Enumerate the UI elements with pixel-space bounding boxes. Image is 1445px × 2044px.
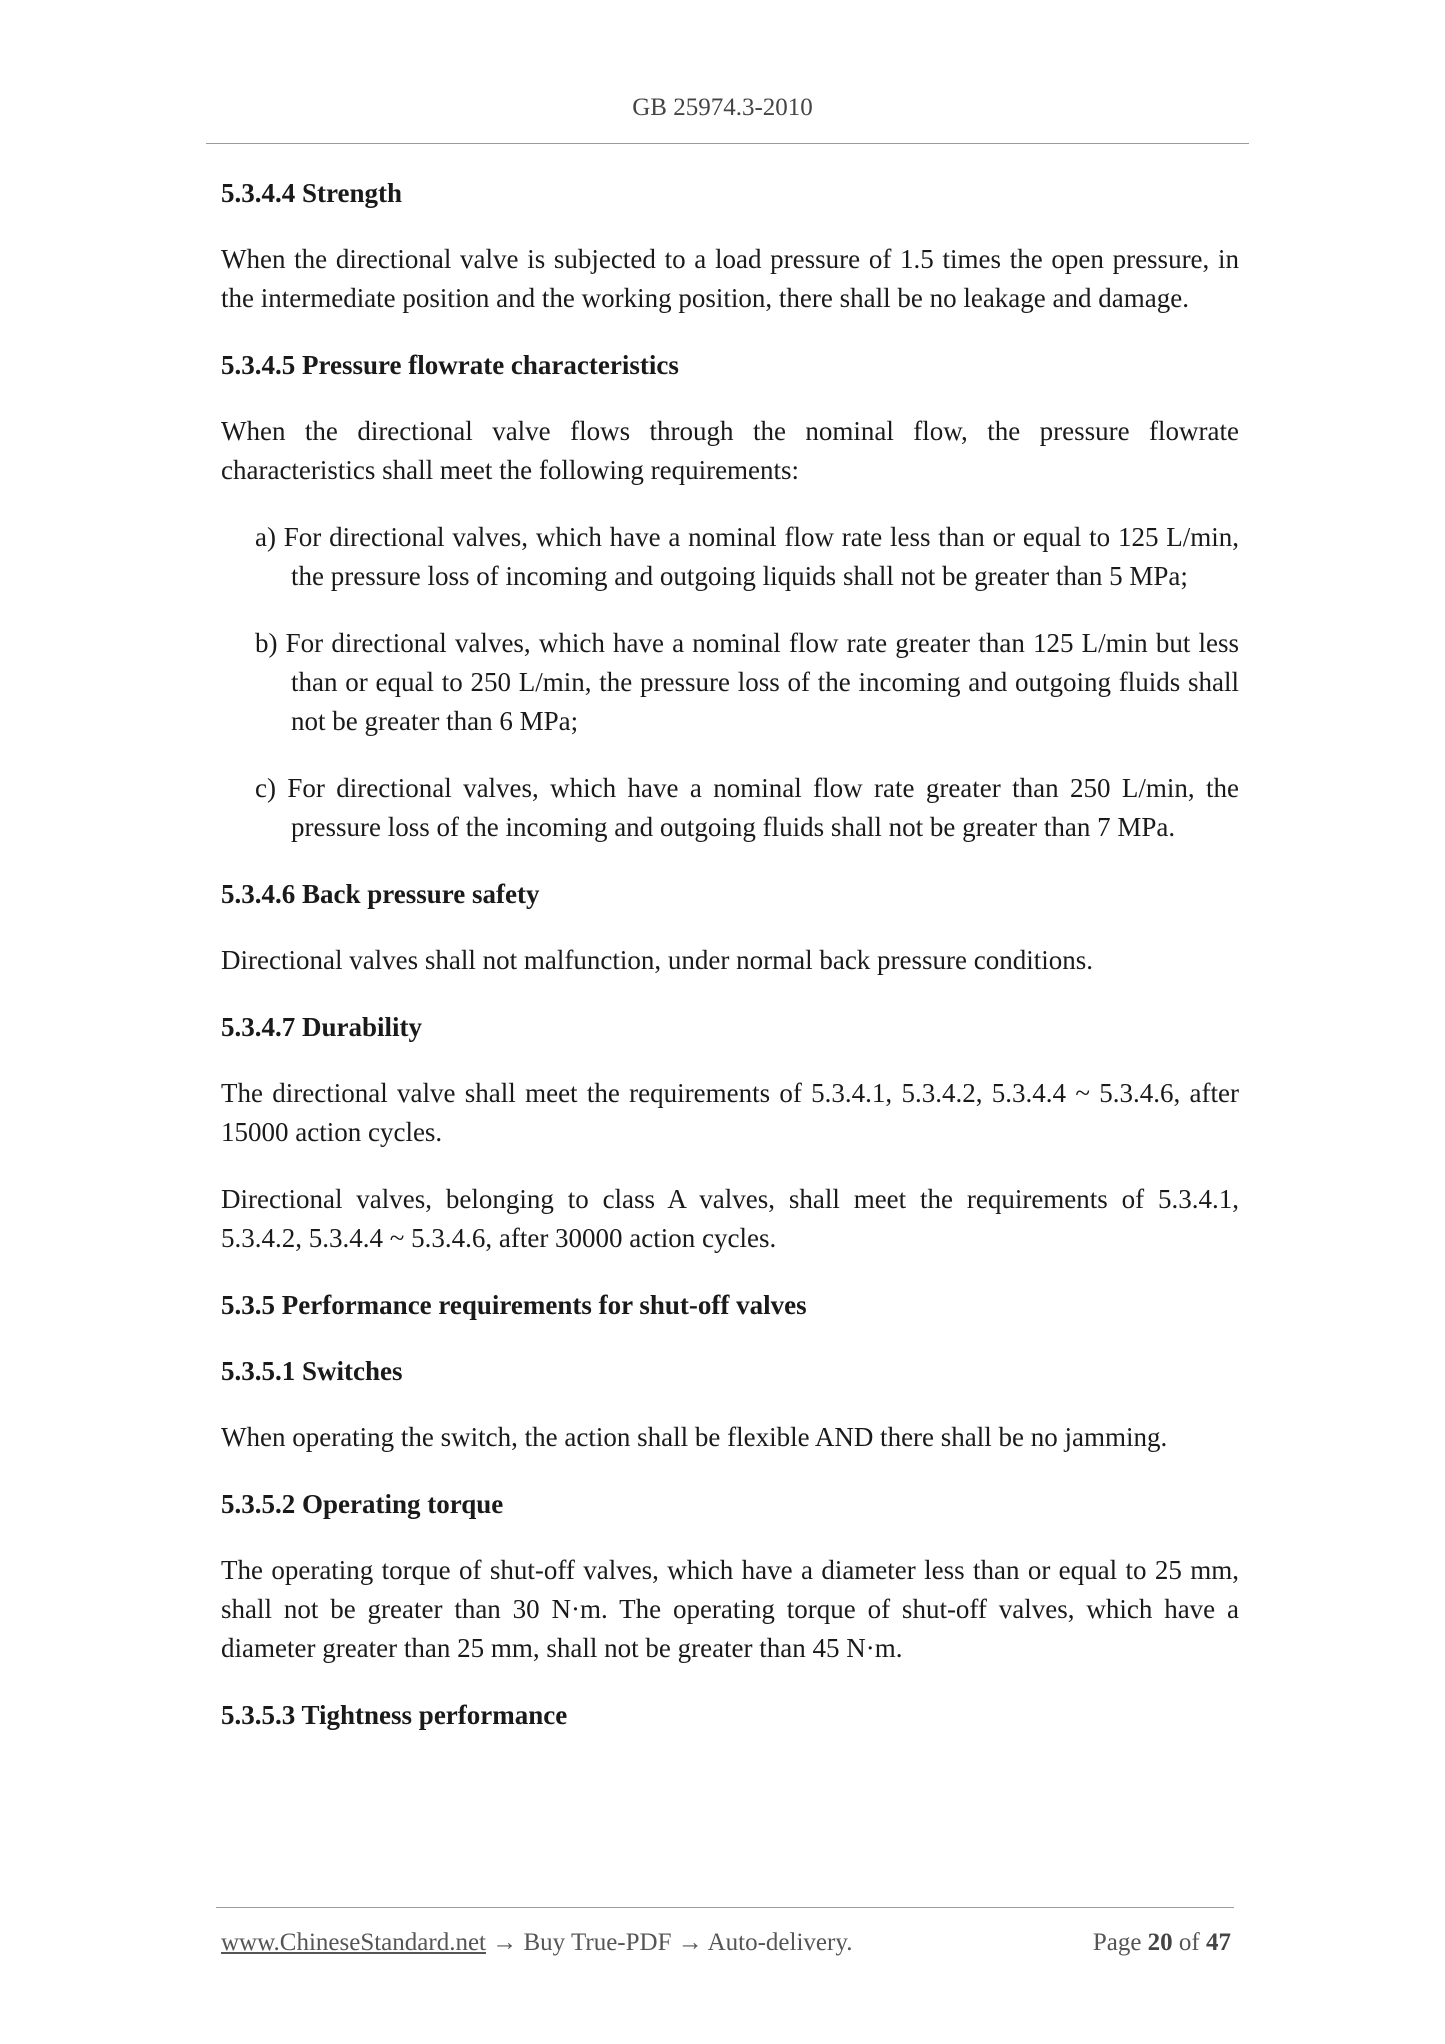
page-label: Page [1092, 1929, 1142, 1956]
section-heading: 5.3.5 Performance requirements for shut-off valves [221, 1290, 807, 1320]
of-label: of [1178, 1929, 1200, 1956]
page-number: 20 [1147, 1929, 1173, 1956]
document-footer [221, 1929, 1231, 1957]
section-heading: 5.3.4.4 Strength [221, 178, 403, 208]
website-link[interactable]: www.ChineseStandard.net [221, 1929, 486, 1956]
section-heading: 5.3.4.7 Durability [221, 1012, 423, 1042]
paragraph: When operating the switch, the action shall be flexible AND there shall be no jamming. [221, 1422, 1168, 1452]
paragraph: When the directional valve flows through the nominal flow, the pressure flowrate characteristics shall meet the following requirements: [221, 416, 1239, 485]
paragraph: The directional valve shall meet the requirements of 5.3.4.1, 5.3.4.2, 5.3.4.4 ~ 5.3.4.6, after 15000 action cycles. [221, 1078, 1239, 1147]
paragraph: The operating torque of shut-off valves, which have a diameter less than or equal to 25 mm, shall not be greater than 30 N·m. The operating torque of shut-off valves, which have a diameter greater than 25 mm, shall not be greater than 45 N·m. [221, 1555, 1239, 1663]
document-body [221, 174, 1239, 1762]
header-divider [206, 143, 1249, 144]
section-heading: 5.3.5.2 Operating torque [221, 1489, 504, 1519]
paragraph: Directional valves shall not malfunction, under normal back pressure conditions. [221, 945, 1094, 975]
page-total: 47 [1206, 1929, 1231, 1956]
list-item: a) For directional valves, which have a nominal flow rate less than or equal to 125 L/min, the pressure loss of incoming and outgoing liquids shall not be greater than 5 MPa; [255, 522, 1239, 591]
paragraph: When the directional valve is subjected to a load pressure of 1.5 times the open pressure, in the intermediate position and the working position, there shall be no leakage and damage. [221, 244, 1239, 313]
footer-left [221, 1929, 852, 1957]
list-item: b) For directional valves, which have a nominal flow rate greater than 125 L/min but less than or equal to 250 L/min, the pressure loss of the incoming and outgoing fluids shall not be greater than 6 MPa; [255, 628, 1239, 736]
list-item: c) For directional valves, which have a nominal flow rate greater than 250 L/min, the pressure loss of the incoming and outgoing fluids shall not be greater than 7 MPa. [255, 773, 1239, 842]
page-indicator [1093, 1929, 1231, 1957]
section-heading: 5.3.4.6 Back pressure safety [221, 879, 540, 909]
footer-divider [216, 1907, 1234, 1908]
paragraph: Directional valves, belonging to class A valves, shall meet the requirements of 5.3.4.1, 5.3.4.2, 5.3.4.4 ~ 5.3.4.6, after 30000 action cycles. [221, 1184, 1239, 1253]
section-heading: 5.3.5.1 Switches [221, 1356, 403, 1386]
section-heading: 5.3.5.3 Tightness performance [221, 1700, 568, 1730]
document-header: GB 25974.3-2010 [632, 94, 813, 121]
footer-tagline: → Buy True-PDF → Auto-delivery. [486, 1929, 853, 1956]
section-heading: 5.3.4.5 Pressure flowrate characteristics [221, 350, 679, 380]
